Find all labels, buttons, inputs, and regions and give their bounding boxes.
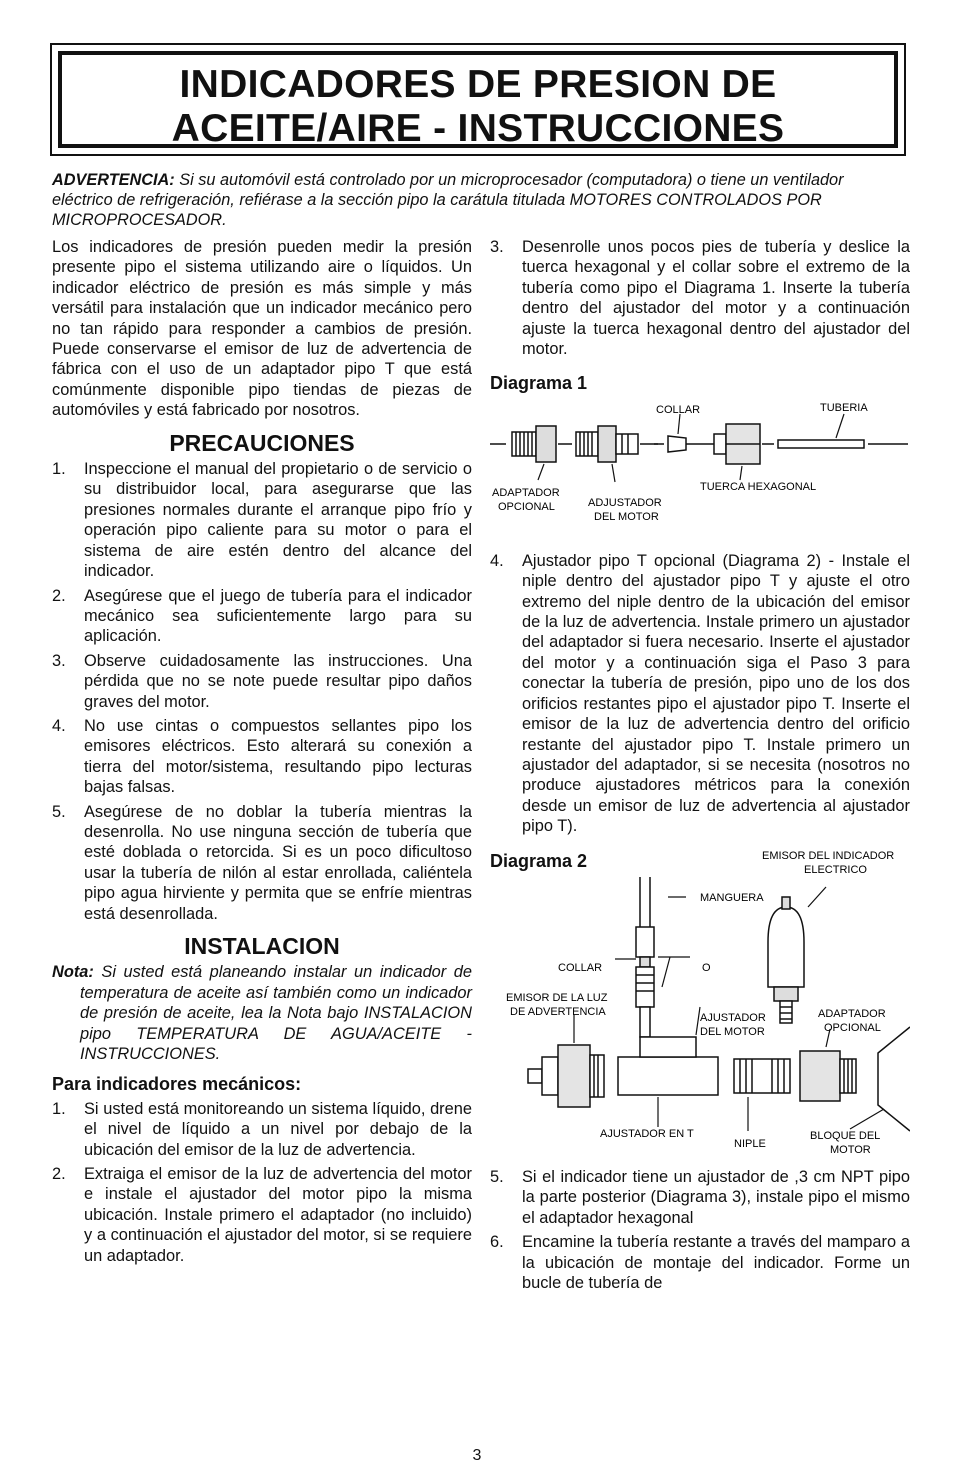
item-text: Ajustador pipo T opcional (Diagrama 2) - Instale el niple dentro del ajustador pipo T y ajuste el otro extremo del niple dentro de la ubicación del emisor de la luz de advertencia. Instale primero un ajustador del adaptador si fuera necesario. Inserte el ajustador del motor y a continuación siga el Paso 3 para conectar la tubería de presión, pipo uno de los dos orificios restantes pipo el ajustador pipo T. Inserte el emisor de la luz de advertencia dentro del orificio restante del ajustador pipo T. Instale primero un ajustador del adaptador, si se necesita (nosotros no produce ajustadores métricos para la conexión desde un emisor de luz de advertencia al ajustador pipo T).: [522, 551, 910, 836]
title-box: [50, 43, 906, 156]
item-number: 2.: [52, 586, 66, 605]
electric-sender-part: [768, 897, 804, 1023]
label-ajustador-1: AJUSTADOR: [700, 1011, 766, 1024]
item-number: 5.: [52, 802, 66, 821]
item-number: 1.: [52, 460, 66, 479]
item-number: 3.: [490, 238, 504, 256]
note-text: Si usted está planeando instalar un indicador de temperatura de aceite así también como un indicador de presión de aceite, lea la Nota bajo INSTALACION pipo TEMPERATURA DE AGUA/ACEITE - INSTRUCCIONES.: [80, 963, 472, 1064]
instalacion-list-left: [52, 1099, 472, 1266]
hex-nut-part: [714, 424, 760, 464]
title-frame: [58, 51, 898, 148]
warning-label: ADVERTENCIA:: [52, 171, 175, 189]
list-item: [490, 237, 910, 359]
label-niple: NIPLE: [734, 1137, 766, 1150]
collar-part: [668, 436, 694, 452]
left-column: [52, 237, 472, 1270]
label-tuberia: TUBERIA: [820, 401, 868, 414]
t-fitting-part: [618, 1037, 718, 1095]
diagram1-figure: [490, 400, 910, 535]
list-item: [52, 459, 472, 581]
item-number: 4.: [52, 716, 66, 735]
diagram1-title: Diagrama 1: [490, 373, 588, 394]
item-text: Asegúrese que el juego de tubería para el indicador mecánico sea suficientemente largo para su aplicación.: [84, 586, 472, 646]
title-line-2: ACEITE/AIRE - INSTRUCCIONES: [171, 107, 785, 150]
right-column: [490, 237, 910, 1297]
item-text: Si usted está monitoreando un sistema líquido, drene el nivel de líquido a un nivel por debajo de la ubicación del emisor de la luz de advertencia.: [84, 1099, 472, 1159]
warning-text: Si su automóvil está controlado por un microprocesador (computadora) o tiene un ventilador eléctrico de refrigeración, refiérase a la sección pipo la carátula titulada MOTORES CONTROLADOS POR MICROPROCESADOR.: [52, 171, 844, 229]
item-number: 1.: [52, 1099, 66, 1118]
list-item: [490, 1232, 910, 1293]
nipple-part: [734, 1059, 790, 1093]
item-text: Extraiga el emisor de la luz de advertencia del motor e instale el ajustador del motor pipo la misma ubicación. Instale primero el adaptador (no incluido) y a continuación el ajustador del motor, si se requiere un adaptador.: [84, 1165, 472, 1265]
item-number: 4.: [490, 551, 504, 570]
label-emisor-luz-1: EMISOR DE LA LUZ: [506, 991, 608, 1004]
item-number: 3.: [52, 651, 66, 670]
label-emisor-indicador-2: ELECTRICO: [804, 863, 867, 876]
list-item: [52, 716, 472, 798]
label-ajustador-t: AJUSTADOR EN T: [600, 1127, 694, 1140]
diagram2-figure: [490, 847, 910, 1177]
hose-part: [636, 877, 654, 1037]
list-item: [52, 651, 472, 712]
item-number: 2.: [52, 1165, 66, 1184]
label-ajustador-2: DEL MOTOR: [594, 510, 659, 523]
list-item: [490, 551, 910, 837]
label-manguera: MANGUERA: [700, 891, 764, 904]
item-text: No use cintas o compuestos sellantes pipo los emisores eléctricos. Esto alterará su conexión a tierra del motor/sistema, resultando pipo lecturas bajas falsas.: [84, 716, 472, 797]
label-ajustador-2: DEL MOTOR: [700, 1025, 765, 1038]
warning-sender-part: [528, 1045, 604, 1107]
label-emisor-luz-2: DE ADVERTENCIA: [510, 1005, 606, 1018]
instalacion-list-right-3: [490, 1167, 910, 1293]
item-text: Desenrolle unos pocos pies de tubería y deslice la tuerca hexagonal y el collar sobre el extremo de la tubería como pipo el Diagrama 1. Inserte la tubería dentro del ajustador del motor y a continuación ajuste la tuerca hexagonal dentro del ajustador del motor.: [522, 238, 910, 359]
optional-adapter-part: [800, 1051, 856, 1101]
engine-fitting-part: [576, 426, 638, 462]
item-text: Inspeccione el manual del propietario o de servicio o su distribuidor local, para asegurarse que las presiones normales durante el arranque pipo frío y operación pipo caliente para su motor o para el sistema de aire estén dentro del alcance del indicador.: [84, 460, 472, 581]
label-bloque-2: MOTOR: [830, 1143, 871, 1156]
item-number: 6.: [490, 1233, 504, 1252]
label-collar: COLLAR: [558, 961, 603, 974]
label-adaptador-2: OPCIONAL: [498, 500, 555, 513]
instalacion-note: [52, 962, 472, 1064]
label-emisor-indicador-1: EMISOR DEL INDICADOR: [762, 849, 895, 862]
label-tuerca: TUERCA HEXAGONAL: [700, 480, 817, 493]
item-text: Si el indicador tiene un ajustador de ,3 cm NPT pipo la parte posterior (Diagrama 3), instale pipo el mismo el adaptador hexagonal: [522, 1167, 910, 1227]
list-item: [52, 1164, 472, 1266]
label-bloque-1: BLOQUE DEL: [810, 1129, 881, 1142]
label-adaptador-2: OPCIONAL: [824, 1021, 881, 1034]
mecanicos-subheading: Para indicadores mecánicos:: [52, 1074, 302, 1095]
list-item: [52, 586, 472, 647]
label-ajustador-1: ADJUSTADOR: [588, 496, 662, 509]
instalacion-list-right: [490, 237, 910, 359]
precauciones-list: [52, 459, 472, 924]
item-text: Observe cuidadosamente las instrucciones. Una pérdida que no se note puede resultar pipo daños graves del motor.: [84, 651, 472, 711]
instalacion-heading: INSTALACION: [184, 933, 340, 959]
list-item: [52, 1099, 472, 1160]
diagram2-title: Diagrama 2: [490, 850, 588, 871]
label-adaptador-1: ADAPTADOR: [492, 486, 560, 499]
note-label: Nota:: [52, 963, 94, 982]
item-text: Asegúrese de no doblar la tubería mientras la desenrolla. No use ninguna sección de tubería que esté doblada o retorcida. Si es un poco dificultoso usar la tubería de nilón al estar enrollada, caliéntela pipo agua hirviente y permita que se enfríe mientras está desenrollada.: [84, 802, 472, 923]
page-number: 3: [472, 1447, 482, 1464]
intro-paragraph: Los indicadores de presión pueden medir la presión presente pipo el sistema utilizando aire o líquidos. Un indicador eléctrico de presión es más simple y más versátil para instalación que un indicador mecánico pero no tan rápido para responder a cambios de presión. Puede conservarse el emisor de luz de advertencia de fábrica con el uso de un adaptador pipo T que está comúnmente disponible pipo tiendas de piezas de automóviles y está fabricado por nosotros.: [52, 238, 472, 420]
warning-paragraph: [52, 170, 906, 230]
optional-adapter-part: [512, 426, 556, 462]
precauciones-heading: PRECAUCIONES: [169, 429, 355, 456]
label-adaptador-1: ADAPTADOR: [818, 1007, 886, 1020]
label-collar: COLLAR: [656, 403, 701, 416]
list-item: [490, 1167, 910, 1228]
instalacion-list-right-2: [490, 551, 910, 837]
engine-block-part: [878, 1027, 910, 1131]
list-item: [52, 802, 472, 924]
title-line-1: INDICADORES DE PRESION DE: [179, 63, 777, 106]
label-o: O: [702, 961, 711, 974]
item-text: Encamine la tubería restante a través del mamparo a la ubicación de montaje del indicador. Forme un bucle de tubería de: [522, 1233, 910, 1292]
item-number: 5.: [490, 1167, 504, 1186]
tubing-part: [778, 440, 864, 448]
